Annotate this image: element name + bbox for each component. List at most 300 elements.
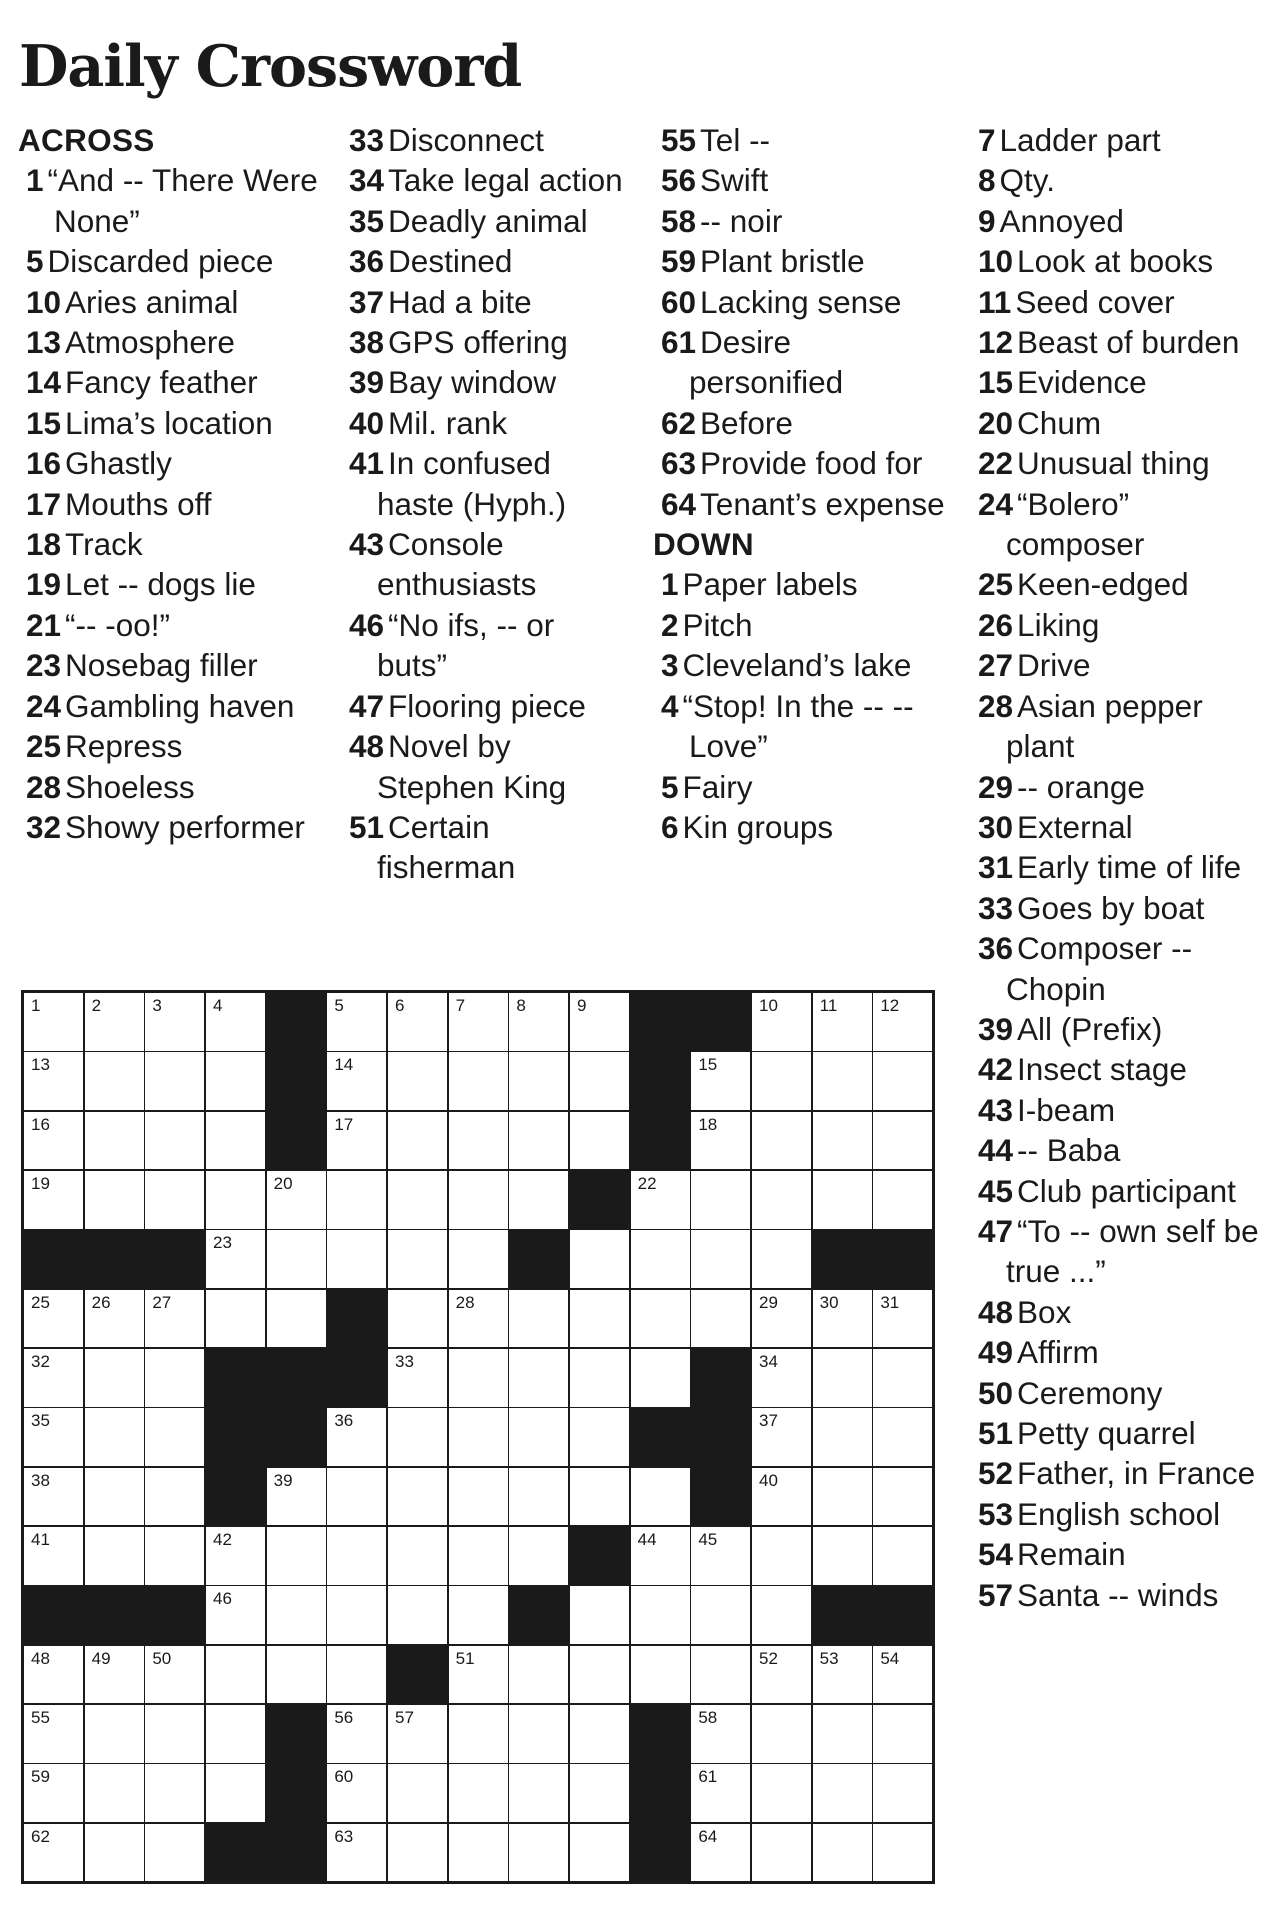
grid-cell[interactable]: [144, 1051, 205, 1111]
grid-cell[interactable]: [205, 1289, 266, 1349]
down-clue: [972, 807, 1272, 847]
grid-cell[interactable]: [569, 1704, 630, 1764]
grid-cell[interactable]: [508, 1467, 569, 1527]
grid-cell[interactable]: [144, 1289, 205, 1349]
clue-number: 25: [978, 566, 1014, 603]
down-clue: [972, 928, 1272, 1009]
clue-text: Desire personified: [689, 324, 844, 401]
grid-cell[interactable]: [751, 1407, 812, 1467]
grid-cell[interactable]: [812, 1170, 873, 1230]
grid-cell[interactable]: [690, 1704, 751, 1764]
across-clue: [655, 160, 945, 200]
cell-number: 14: [334, 1055, 354, 1075]
crossword-grid: [21, 990, 935, 1884]
grid-cell[interactable]: [205, 1229, 266, 1289]
grid-cell[interactable]: [387, 992, 448, 1052]
clue-text: Goes by boat: [1017, 889, 1205, 926]
grid-cell[interactable]: [23, 1111, 84, 1171]
grid-cell[interactable]: [751, 1170, 812, 1230]
cell-number: 7: [455, 996, 466, 1015]
across-clue: [343, 120, 633, 160]
grid-cell[interactable]: [569, 1111, 630, 1171]
grid-cell[interactable]: [751, 1645, 812, 1705]
grid-cell[interactable]: [144, 1348, 205, 1408]
cell-number: 26: [91, 1292, 111, 1312]
clue-text: Aries animal: [65, 283, 239, 320]
clue-number: 4: [661, 687, 679, 724]
grid-cell[interactable]: [448, 1229, 509, 1289]
clue-number: 36: [978, 930, 1014, 967]
clue-number: 1: [661, 566, 679, 603]
grid-cell[interactable]: [387, 1229, 448, 1289]
grid-cell[interactable]: [508, 1823, 569, 1883]
grid-cell[interactable]: [751, 1111, 812, 1171]
grid-cell[interactable]: [23, 1704, 84, 1764]
grid-block: [812, 1229, 873, 1289]
cell-number: 23: [213, 1233, 232, 1253]
clue-number: 60: [661, 283, 697, 320]
clue-text: Plant bristle: [700, 243, 865, 280]
clue-text: Let -- dogs lie: [65, 566, 256, 603]
grid-cell[interactable]: [23, 1348, 84, 1408]
grid-cell[interactable]: [205, 1645, 266, 1705]
grid-cell[interactable]: [751, 992, 812, 1052]
grid-cell[interactable]: [448, 992, 509, 1052]
grid-cell[interactable]: [508, 1763, 569, 1823]
grid-cell[interactable]: [872, 1526, 933, 1586]
grid-cell[interactable]: [326, 1407, 387, 1467]
grid-cell[interactable]: [812, 1823, 873, 1883]
grid-cell[interactable]: [326, 1704, 387, 1764]
clue-number: 5: [26, 243, 44, 280]
grid-cell[interactable]: [266, 1289, 327, 1349]
grid-cell[interactable]: [84, 1170, 145, 1230]
grid-block: [23, 1585, 84, 1645]
grid-cell[interactable]: [630, 1170, 691, 1230]
grid-cell[interactable]: [569, 1407, 630, 1467]
grid-cell[interactable]: [751, 1289, 812, 1349]
grid-cell[interactable]: [872, 992, 933, 1052]
grid-cell[interactable]: [84, 1763, 145, 1823]
grid-cell[interactable]: [690, 1763, 751, 1823]
grid-cell[interactable]: [387, 1407, 448, 1467]
grid-cell[interactable]: [84, 1051, 145, 1111]
cell-number: 12: [880, 996, 900, 1015]
grid-cell[interactable]: [326, 1823, 387, 1883]
grid-cell[interactable]: [387, 1289, 448, 1349]
grid-cell[interactable]: [690, 1170, 751, 1230]
across-clue: [20, 484, 330, 524]
down-clue: [972, 241, 1272, 281]
down-clue: [972, 1009, 1272, 1049]
grid-cell[interactable]: [872, 1704, 933, 1764]
grid-cell[interactable]: [387, 1348, 448, 1408]
grid-cell[interactable]: [630, 1467, 691, 1527]
down-clue: [972, 1130, 1272, 1170]
grid-cell[interactable]: [326, 1526, 387, 1586]
grid-cell[interactable]: [84, 1348, 145, 1408]
grid-cell[interactable]: [326, 992, 387, 1052]
grid-cell[interactable]: [448, 1348, 509, 1408]
grid-cell[interactable]: [569, 1585, 630, 1645]
clues-column-2: [343, 120, 633, 888]
grid-cell[interactable]: [448, 1111, 509, 1171]
grid-cell[interactable]: [84, 1526, 145, 1586]
grid-cell[interactable]: [630, 1229, 691, 1289]
clue-text: Flooring piece: [388, 687, 586, 724]
grid-cell[interactable]: [144, 1645, 205, 1705]
across-clue: [20, 403, 330, 443]
grid-cell[interactable]: [387, 1467, 448, 1527]
grid-cell[interactable]: [387, 1763, 448, 1823]
grid-cell[interactable]: [508, 1704, 569, 1764]
grid-cell[interactable]: [448, 1051, 509, 1111]
down-clue: [655, 564, 945, 604]
grid-cell[interactable]: [205, 992, 266, 1052]
down-clue: [972, 160, 1272, 200]
grid-cell[interactable]: [751, 1704, 812, 1764]
grid-cell[interactable]: [448, 1704, 509, 1764]
grid-cell[interactable]: [387, 1704, 448, 1764]
grid-cell[interactable]: [508, 1051, 569, 1111]
clue-text: Liking: [1017, 606, 1100, 643]
clue-number: 22: [978, 445, 1014, 482]
grid-block: [569, 1170, 630, 1230]
clue-text: Father, in France: [1017, 1455, 1256, 1492]
grid-cell[interactable]: [205, 1585, 266, 1645]
across-clue: [655, 241, 945, 281]
grid-cell[interactable]: [387, 1526, 448, 1586]
grid-cell[interactable]: [84, 992, 145, 1052]
grid-cell[interactable]: [326, 1763, 387, 1823]
grid-cell[interactable]: [690, 1229, 751, 1289]
grid-cell[interactable]: [872, 1763, 933, 1823]
grid-cell[interactable]: [23, 1763, 84, 1823]
grid-cell[interactable]: [690, 1585, 751, 1645]
grid-cell[interactable]: [387, 1051, 448, 1111]
clues-column-3: [655, 120, 945, 847]
grid-cell[interactable]: [690, 1823, 751, 1883]
cell-number: 61: [698, 1767, 718, 1787]
grid-cell[interactable]: [387, 1170, 448, 1230]
grid-cell[interactable]: [23, 1407, 84, 1467]
grid-cell[interactable]: [630, 1526, 691, 1586]
grid-cell[interactable]: [144, 1407, 205, 1467]
grid-block: [872, 1229, 933, 1289]
grid-cell[interactable]: [569, 1229, 630, 1289]
grid-block: [205, 1467, 266, 1527]
grid-cell[interactable]: [144, 1170, 205, 1230]
grid-cell[interactable]: [872, 1170, 933, 1230]
grid-cell[interactable]: [448, 1585, 509, 1645]
grid-cell[interactable]: [326, 1467, 387, 1527]
grid-cell[interactable]: [144, 1763, 205, 1823]
grid-cell[interactable]: [751, 1229, 812, 1289]
down-clue: [972, 564, 1272, 604]
clue-number: 15: [26, 404, 62, 441]
grid-block: [872, 1585, 933, 1645]
clue-text: Affirm: [1017, 1334, 1099, 1371]
grid-cell[interactable]: [84, 1467, 145, 1527]
grid-block: [84, 1585, 145, 1645]
grid-cell[interactable]: [23, 1645, 84, 1705]
grid-cell[interactable]: [144, 1823, 205, 1883]
grid-cell[interactable]: [569, 1763, 630, 1823]
grid-cell[interactable]: [266, 1229, 327, 1289]
clue-number: 18: [26, 526, 62, 563]
clue-text: Fancy feather: [65, 364, 258, 401]
grid-cell[interactable]: [751, 1585, 812, 1645]
grid-cell[interactable]: [751, 1051, 812, 1111]
grid-cell[interactable]: [872, 1823, 933, 1883]
grid-cell[interactable]: [448, 1407, 509, 1467]
grid-cell[interactable]: [508, 1645, 569, 1705]
clue-text: Tel --: [700, 122, 771, 158]
cell-number: 2: [91, 996, 102, 1015]
grid-cell[interactable]: [326, 1229, 387, 1289]
grid-cell[interactable]: [23, 1823, 84, 1883]
clue-text: Gambling haven: [65, 687, 295, 724]
grid-cell[interactable]: [326, 1645, 387, 1705]
grid-cell[interactable]: [812, 1645, 873, 1705]
clue-number: 21: [26, 606, 62, 643]
grid-cell[interactable]: [751, 1348, 812, 1408]
clue-text: Ladder part: [999, 122, 1161, 158]
grid-cell[interactable]: [508, 1526, 569, 1586]
clue-text: Evidence: [1017, 364, 1147, 401]
across-clue: [20, 645, 330, 685]
grid-cell[interactable]: [812, 1111, 873, 1171]
grid-cell[interactable]: [569, 1467, 630, 1527]
grid-cell[interactable]: [751, 1526, 812, 1586]
grid-cell[interactable]: [508, 992, 569, 1052]
down-clue: [972, 362, 1272, 402]
grid-cell[interactable]: [23, 1170, 84, 1230]
down-clue: [972, 1534, 1272, 1574]
grid-cell[interactable]: [448, 1763, 509, 1823]
clue-number: 12: [978, 324, 1014, 361]
grid-cell[interactable]: [508, 1348, 569, 1408]
clue-text: GPS offering: [388, 324, 568, 361]
grid-cell[interactable]: [387, 1111, 448, 1171]
grid-cell[interactable]: [266, 1645, 327, 1705]
grid-cell[interactable]: [872, 1348, 933, 1408]
grid-cell[interactable]: [690, 1645, 751, 1705]
grid-cell[interactable]: [569, 1823, 630, 1883]
clue-number: 28: [978, 687, 1014, 724]
clue-number: 15: [978, 364, 1014, 401]
grid-cell[interactable]: [872, 1645, 933, 1705]
grid-cell[interactable]: [569, 1051, 630, 1111]
clue-number: 42: [978, 1051, 1014, 1088]
clue-text: -- noir: [700, 202, 783, 239]
grid-cell[interactable]: [812, 1467, 873, 1527]
grid-cell[interactable]: [84, 1823, 145, 1883]
grid-cell[interactable]: [266, 1467, 327, 1527]
across-clue: [20, 443, 330, 483]
grid-block: [23, 1229, 84, 1289]
grid-cell[interactable]: [630, 1585, 691, 1645]
grid-block: [690, 1407, 751, 1467]
grid-cell[interactable]: [84, 1645, 145, 1705]
across-clue: [343, 282, 633, 322]
clue-number: 53: [978, 1495, 1014, 1532]
grid-cell[interactable]: [508, 1407, 569, 1467]
grid-cell[interactable]: [326, 1170, 387, 1230]
grid-cell[interactable]: [205, 1763, 266, 1823]
grid-cell[interactable]: [23, 1467, 84, 1527]
grid-cell[interactable]: [569, 1289, 630, 1349]
grid-cell[interactable]: [387, 1585, 448, 1645]
clue-text: Keen-edged: [1017, 566, 1189, 603]
grid-cell[interactable]: [326, 1051, 387, 1111]
grid-cell[interactable]: [448, 1467, 509, 1527]
grid-cell[interactable]: [751, 1763, 812, 1823]
cell-number: 30: [819, 1292, 839, 1312]
grid-cell[interactable]: [812, 1051, 873, 1111]
grid-cell[interactable]: [812, 1348, 873, 1408]
grid-cell[interactable]: [630, 1289, 691, 1349]
cell-number: 58: [698, 1708, 718, 1727]
grid-cell[interactable]: [23, 1051, 84, 1111]
grid-cell[interactable]: [690, 1289, 751, 1349]
grid-cell[interactable]: [812, 992, 873, 1052]
grid-cell[interactable]: [812, 1704, 873, 1764]
grid-cell[interactable]: [205, 1704, 266, 1764]
grid-block: [812, 1585, 873, 1645]
clue-text: Santa -- winds: [1017, 1576, 1219, 1613]
grid-cell[interactable]: [872, 1051, 933, 1111]
grid-cell[interactable]: [448, 1645, 509, 1705]
grid-cell[interactable]: [84, 1289, 145, 1349]
grid-cell[interactable]: [326, 1111, 387, 1171]
grid-cell[interactable]: [23, 1526, 84, 1586]
grid-cell[interactable]: [23, 992, 84, 1052]
grid-cell[interactable]: [812, 1763, 873, 1823]
grid-cell[interactable]: [751, 1467, 812, 1527]
across-clue: [343, 726, 633, 807]
clue-number: 61: [661, 324, 697, 361]
clues-column-4: [972, 120, 1272, 1615]
cell-number: 36: [334, 1411, 354, 1431]
grid-cell[interactable]: [630, 1645, 691, 1705]
grid-cell[interactable]: [448, 1289, 509, 1349]
down-clue: [972, 888, 1272, 928]
clue-text: Atmosphere: [65, 324, 235, 361]
across-clue: [343, 201, 633, 241]
grid-cell[interactable]: [144, 1526, 205, 1586]
grid-block: [630, 992, 691, 1052]
grid-cell[interactable]: [205, 1051, 266, 1111]
down-clue: [972, 1332, 1272, 1372]
clue-text: Novel by Stephen King: [377, 728, 567, 805]
grid-cell[interactable]: [508, 1289, 569, 1349]
grid-cell[interactable]: [569, 992, 630, 1052]
grid-cell[interactable]: [84, 1407, 145, 1467]
clue-number: 13: [26, 324, 62, 361]
cell-number: 50: [152, 1648, 172, 1668]
grid-cell[interactable]: [144, 992, 205, 1052]
grid-cell[interactable]: [448, 1170, 509, 1230]
grid-cell[interactable]: [84, 1111, 145, 1171]
cell-number: 22: [637, 1174, 657, 1193]
grid-cell[interactable]: [144, 1467, 205, 1527]
across-clue: [20, 767, 330, 807]
cell-number: 1: [31, 996, 41, 1015]
grid-cell[interactable]: [448, 1823, 509, 1883]
clue-number: 59: [661, 243, 697, 280]
grid-cell[interactable]: [205, 1526, 266, 1586]
clue-text: Seed cover: [1015, 283, 1175, 320]
clue-number: 55: [661, 122, 697, 158]
grid-cell[interactable]: [872, 1467, 933, 1527]
across-clue: [343, 605, 633, 686]
grid-cell[interactable]: [144, 1704, 205, 1764]
grid-cell[interactable]: [266, 1526, 327, 1586]
grid-cell[interactable]: [205, 1111, 266, 1171]
cell-number: 16: [31, 1114, 50, 1134]
grid-block: [84, 1229, 145, 1289]
grid-cell[interactable]: [872, 1407, 933, 1467]
grid-cell[interactable]: [508, 1170, 569, 1230]
grid-cell[interactable]: [326, 1585, 387, 1645]
clue-number: 44: [978, 1132, 1014, 1169]
grid-cell[interactable]: [144, 1111, 205, 1171]
grid-cell[interactable]: [872, 1289, 933, 1349]
grid-cell[interactable]: [569, 1645, 630, 1705]
clue-text: English school: [1017, 1495, 1221, 1532]
clue-number: 3: [661, 647, 679, 684]
clue-text: Destined: [388, 243, 513, 280]
across-clue: [343, 160, 633, 200]
clue-text: Mouths off: [65, 485, 212, 522]
grid-cell[interactable]: [872, 1111, 933, 1171]
grid-cell[interactable]: [84, 1704, 145, 1764]
clue-number: 48: [978, 1293, 1014, 1330]
grid-cell[interactable]: [812, 1407, 873, 1467]
cell-number: 9: [577, 996, 587, 1015]
grid-cell[interactable]: [569, 1348, 630, 1408]
grid-block: [630, 1704, 691, 1764]
grid-block: [569, 1526, 630, 1586]
grid-cell[interactable]: [690, 1526, 751, 1586]
clue-number: 6: [661, 808, 679, 845]
clue-text: Deadly animal: [388, 202, 588, 239]
grid-block: [630, 1763, 691, 1823]
grid-cell[interactable]: [690, 1111, 751, 1171]
grid-cell[interactable]: [812, 1526, 873, 1586]
cell-number: 38: [31, 1470, 50, 1490]
grid-cell[interactable]: [448, 1526, 509, 1586]
grid-block: [266, 1348, 327, 1408]
grid-cell[interactable]: [205, 1170, 266, 1230]
clue-text: Chum: [1017, 404, 1102, 441]
clue-number: 38: [349, 324, 385, 361]
grid-cell[interactable]: [751, 1823, 812, 1883]
grid-block: [205, 1823, 266, 1883]
grid-cell[interactable]: [23, 1289, 84, 1349]
grid-cell[interactable]: [690, 1051, 751, 1111]
grid-cell[interactable]: [630, 1348, 691, 1408]
grid-cell[interactable]: [508, 1111, 569, 1171]
across-clue: [20, 282, 330, 322]
clue-text: Showy performer: [65, 808, 305, 845]
grid-cell[interactable]: [387, 1823, 448, 1883]
grid-cell[interactable]: [266, 1170, 327, 1230]
grid-block: [266, 1111, 327, 1171]
grid-cell[interactable]: [812, 1289, 873, 1349]
grid-cell[interactable]: [266, 1585, 327, 1645]
